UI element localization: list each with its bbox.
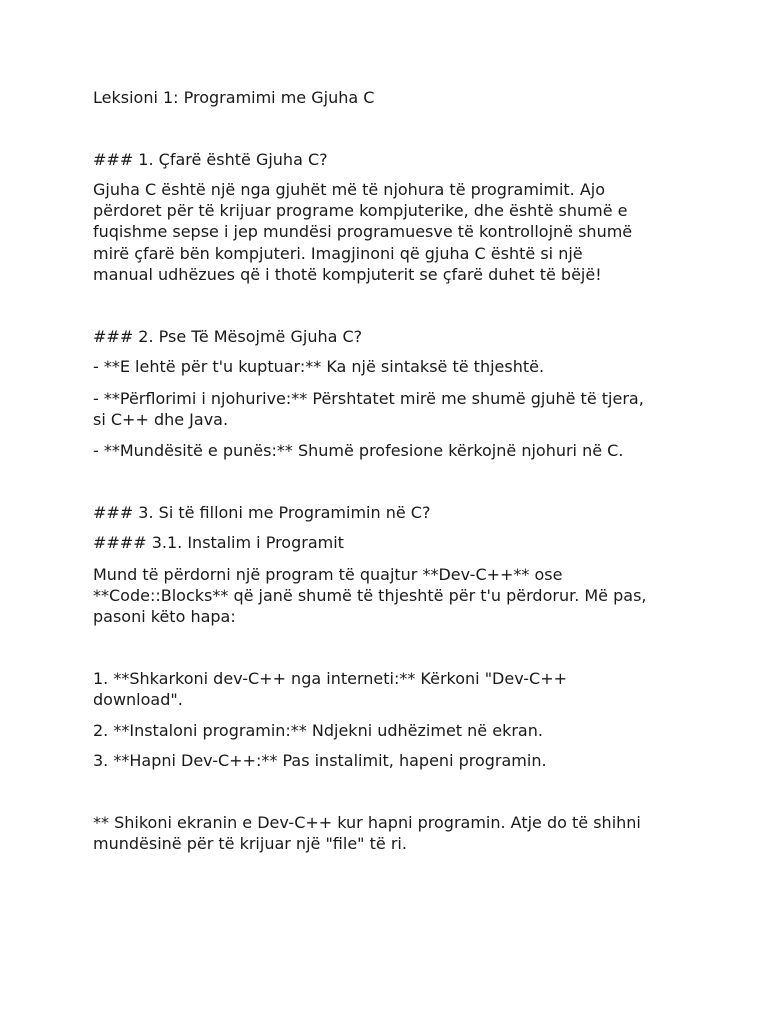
bullet-item: - **Mundësitë e punës:** Shumë profesione kërkojnë njohuri në C. (93, 441, 624, 460)
paragraph-line: Mund të përdorni një program të quajtur **Dev-C++** ose (93, 565, 563, 584)
paragraph-line: përdoret për të krijuar programe kompjuterike, dhe është shumë e (93, 201, 628, 220)
note-line: mundësinë për të krijuar një "file" të ri. (93, 834, 407, 853)
document-title: Leksioni 1: Programimi me Gjuha C (93, 88, 375, 107)
section-1-heading: ### 1. Çfarë është Gjuha C? (93, 150, 328, 169)
paragraph-line: fuqishme sepse i jep mundësi programuesve të kontrollojnë shumë (93, 222, 633, 241)
paragraph-line: manual udhëzues që i thotë kompjuterit se çfarë duhet të bëjë! (93, 265, 602, 284)
step-item: 3. **Hapni Dev-C++:** Pas instalimit, hapeni programin. (93, 751, 547, 770)
section-3-heading: ### 3. Si të filloni me Programimin në C? (93, 503, 431, 522)
step-item: 2. **Instaloni programin:** Ndjekni udhëzimet në ekran. (93, 721, 543, 740)
paragraph-line: pasoni këto hapa: (93, 607, 236, 626)
bullet-item-continuation: si C++ dhe Java. (93, 410, 229, 429)
bullet-item: - **E lehtë për t'u kuptuar:** Ka një sintaksë të thjeshtë. (93, 357, 545, 376)
step-item: 1. **Shkarkoni dev-C++ nga interneti:** Kërkoni "Dev-C++ (93, 669, 568, 688)
note-line: ** Shikoni ekranin e Dev-C++ kur hapni programin. Atje do të shihni (93, 813, 641, 832)
section-3-subheading: #### 3.1. Instalim i Programit (93, 533, 344, 552)
section-2-heading: ### 2. Pse Të Mësojmë Gjuha C? (93, 327, 363, 346)
bullet-item: - **Përflorimi i njohurive:** Përshtatet mirë me shumë gjuhë të tjera, (93, 389, 644, 408)
paragraph-line: **Code::Blocks** që janë shumë të thjeshtë për t'u përdorur. Më pas, (93, 586, 647, 605)
step-item-continuation: download". (93, 690, 183, 709)
paragraph-line: Gjuha C është një nga gjuhët më të njohura të programimit. Ajo (93, 180, 606, 199)
paragraph-line: mirë çfarë bën kompjuteri. Imagjinoni që gjuha C është si një (93, 244, 583, 263)
